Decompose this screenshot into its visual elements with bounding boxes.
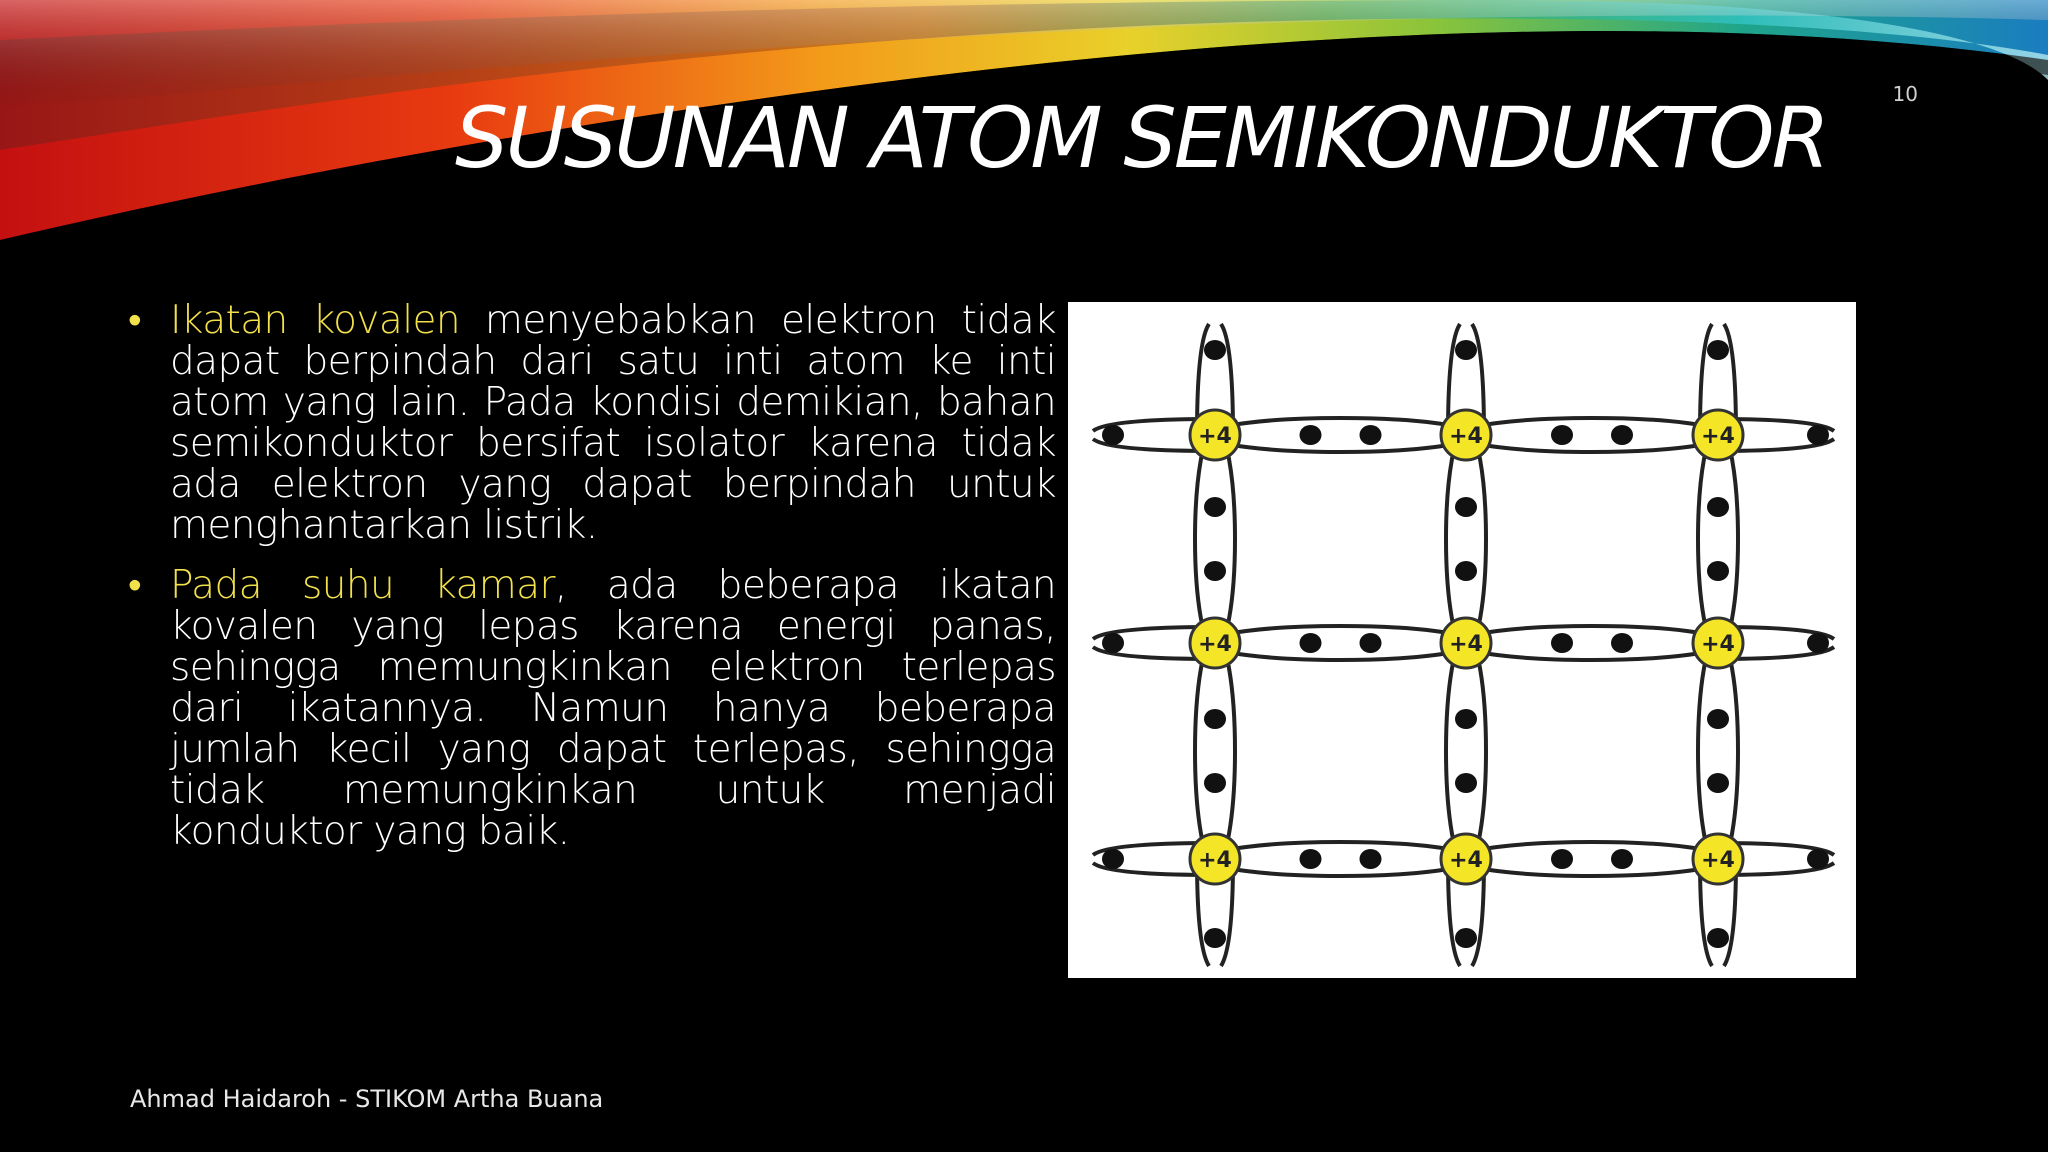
covalent-bond-vertical	[1446, 635, 1486, 867]
atom-label: +4	[1449, 848, 1483, 873]
electron-dot	[1611, 849, 1633, 869]
atom-label: +4	[1198, 632, 1232, 657]
electron-dot	[1455, 709, 1477, 729]
atom-label: +4	[1449, 632, 1483, 657]
electron-dot	[1102, 425, 1124, 445]
electron-dot	[1360, 633, 1382, 653]
atom-label: +4	[1701, 632, 1735, 657]
covalent-bond-horizontal	[1458, 418, 1726, 452]
covalent-bond-vertical	[1698, 635, 1738, 867]
electron-dot	[1455, 773, 1477, 793]
electron-dot	[1551, 425, 1573, 445]
electron-dot	[1360, 849, 1382, 869]
atom-label: +4	[1198, 424, 1232, 449]
electron-dot	[1204, 497, 1226, 517]
electron-dot	[1300, 633, 1322, 653]
covalent-bond-horizontal	[1458, 626, 1726, 660]
electron-dot	[1455, 928, 1477, 948]
atom-label: +4	[1449, 424, 1483, 449]
electron-dot	[1360, 425, 1382, 445]
atom-label: +4	[1198, 848, 1232, 873]
electron-dot	[1102, 849, 1124, 869]
slide-title: SUSUNAN ATOM SEMIKONDUKTOR	[455, 89, 1827, 187]
electron-dot	[1204, 928, 1226, 948]
electron-dot	[1707, 928, 1729, 948]
atom-label: +4	[1701, 424, 1735, 449]
covalent-bond-horizontal	[1207, 418, 1474, 452]
lattice-svg	[1068, 302, 1856, 978]
electron-dot	[1551, 849, 1573, 869]
electron-dot	[1455, 561, 1477, 581]
electron-dot	[1300, 849, 1322, 869]
bullet-list	[126, 300, 1056, 871]
electron-dot	[1300, 425, 1322, 445]
bullet-item	[126, 300, 1056, 546]
atom-lattice-diagram	[1068, 302, 1856, 978]
electron-dot	[1204, 561, 1226, 581]
electron-dot	[1551, 633, 1573, 653]
electron-dot	[1807, 633, 1829, 653]
slide-footer: Ahmad Haidaroh - STIKOM Artha Buana	[130, 1085, 604, 1113]
electron-dot	[1707, 497, 1729, 517]
electron-dot	[1611, 425, 1633, 445]
electron-dot	[1707, 709, 1729, 729]
bullet-highlight: Pada suhu kamar	[170, 563, 555, 608]
electron-dot	[1807, 849, 1829, 869]
bullet-dot-icon: •	[128, 298, 142, 343]
electron-dot	[1707, 561, 1729, 581]
electron-dot	[1707, 773, 1729, 793]
covalent-bond-horizontal	[1207, 842, 1474, 876]
bullet-item	[126, 565, 1056, 852]
covalent-bond-vertical	[1195, 635, 1235, 867]
slide-number: 10	[1892, 82, 1918, 106]
electron-dot	[1611, 633, 1633, 653]
bullet-dot-icon: •	[128, 563, 142, 608]
electron-dot	[1204, 340, 1226, 360]
electron-dot	[1455, 497, 1477, 517]
electron-dot	[1102, 633, 1124, 653]
bullet-text: , ada beberapa ikatan kovalen yang lepas karena energi panas, sehingga memungkinkan elektron terlepas dari ikatannya. Namun hanya beberapa jumlah kecil yang dapat terlepas, sehingga tidak memungkinkan untuk menjadi konduktor yang baik.	[170, 563, 1057, 854]
electron-dot	[1204, 709, 1226, 729]
electron-dot	[1707, 340, 1729, 360]
electron-dot	[1455, 340, 1477, 360]
bullet-highlight: Ikatan kovalen	[170, 298, 460, 343]
covalent-bond-horizontal	[1207, 626, 1474, 660]
electron-dot	[1807, 425, 1829, 445]
atom-label: +4	[1701, 848, 1735, 873]
bullet-text: menyebabkan elektron tidak dapat berpindah dari satu inti atom ke inti atom yang lain. Pada kondisi demikian, bahan semikonduktor bersifat isolator karena tidak ada elektron yang dapat berpindah untuk menghantarkan listrik.	[170, 298, 1056, 548]
electron-dot	[1204, 773, 1226, 793]
covalent-bond-horizontal	[1458, 842, 1726, 876]
